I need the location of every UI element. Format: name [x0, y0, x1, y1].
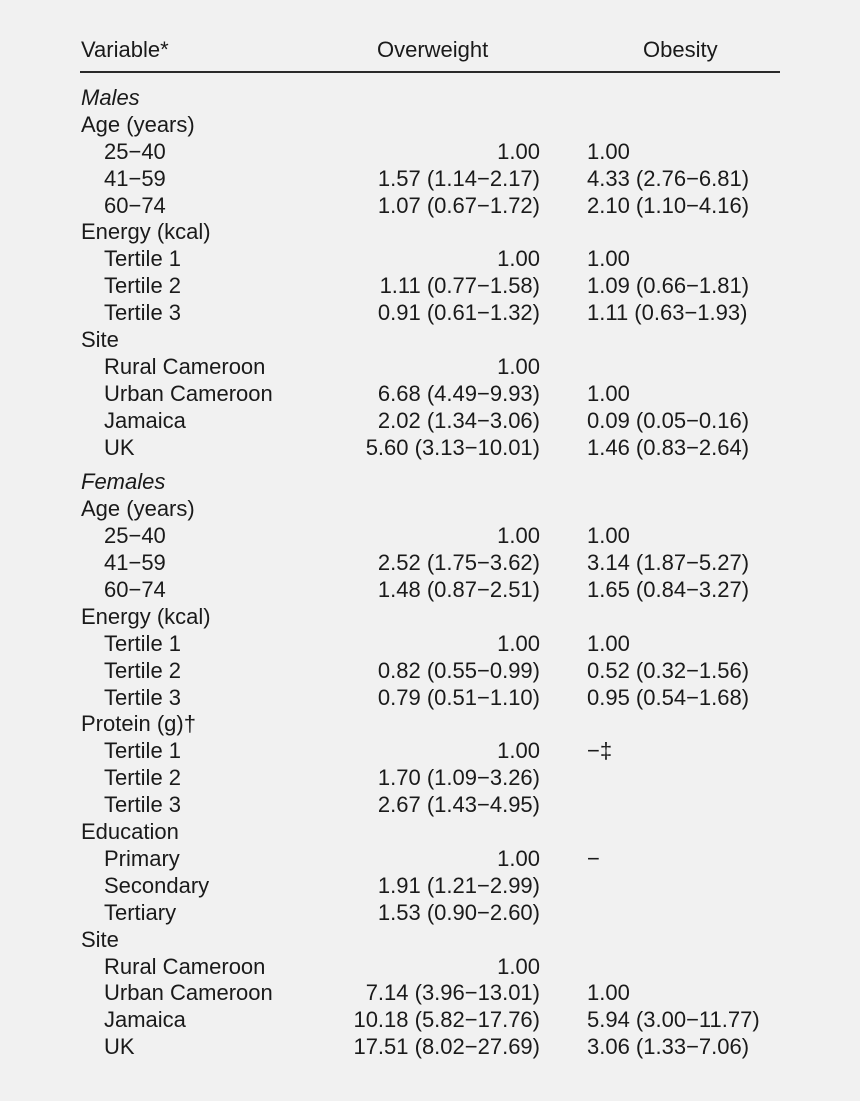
row-label: Males: [81, 85, 140, 110]
row-label: Tertile 1: [104, 738, 182, 764]
obesity-value: 1.00: [587, 138, 630, 164]
table-row: [0, 138, 860, 165]
row-label: Protein (g)†: [81, 711, 196, 737]
obesity-value: −: [587, 845, 600, 871]
row-label: Tertile 1: [104, 246, 182, 272]
table-row: [0, 872, 860, 899]
row-label: Urban Cameroon: [104, 980, 273, 1006]
obesity-value: 0.52 (0.32−1.56): [587, 657, 750, 683]
obesity-value: 0.95 (0.54−1.68): [587, 684, 750, 710]
row-label: 41−59: [104, 550, 166, 576]
table-row: [0, 845, 860, 872]
row-label: 41−59: [104, 165, 166, 191]
table-row: [0, 353, 860, 380]
row-label: 25−40: [104, 523, 166, 549]
table-row: [0, 407, 860, 434]
table-row: [0, 1006, 860, 1033]
table-row: [0, 111, 860, 138]
row-label: Site: [81, 327, 119, 353]
table-row: [0, 272, 860, 299]
obesity-value: 1.65 (0.84−3.27): [587, 577, 750, 603]
overweight-value: 10.18 (5.82−17.76): [353, 1007, 540, 1033]
row-label: 60−74: [104, 577, 166, 603]
row-label: Tertile 1: [104, 630, 182, 656]
row-label: 25−40: [104, 138, 166, 164]
row-label: Tertiary: [104, 899, 177, 925]
row-label: UK: [104, 434, 135, 460]
overweight-value: 0.79 (0.51−1.10): [377, 684, 540, 710]
overweight-value: 1.53 (0.90−2.60): [377, 899, 540, 925]
table-row: [0, 84, 860, 111]
table-row: [0, 979, 860, 1006]
row-label: Energy (kcal): [81, 603, 211, 629]
table-row: [0, 818, 860, 845]
table-row: [0, 630, 860, 657]
obesity-value: 1.11 (0.63−1.93): [587, 300, 748, 326]
header-rule: [80, 71, 780, 73]
obesity-value: 4.33 (2.76−6.81): [587, 165, 750, 191]
overweight-value: 1.57 (1.14−2.17): [377, 165, 540, 191]
row-label: Rural Cameroon: [104, 953, 266, 979]
overweight-value: 5.60 (3.13−10.01): [365, 434, 540, 460]
overweight-value: 1.91 (1.21−2.99): [377, 872, 540, 898]
row-label: Urban Cameroon: [104, 380, 273, 406]
row-label: Tertile 3: [104, 684, 182, 710]
table-body: [0, 84, 860, 1060]
table-row: [0, 549, 860, 576]
overweight-value: 1.07 (0.67−1.72): [377, 192, 540, 218]
row-label: Secondary: [104, 872, 210, 898]
table-row: [0, 245, 860, 272]
table-row: [0, 165, 860, 192]
overweight-value: 1.00: [497, 246, 540, 272]
overweight-value: 0.91 (0.61−1.32): [377, 300, 540, 326]
obesity-value: −‡: [587, 738, 613, 764]
table-row: [0, 926, 860, 953]
row-label: Females: [81, 469, 166, 495]
table-row: [0, 380, 860, 407]
table-row: [0, 218, 860, 245]
obesity-value: 5.94 (3.00−11.77): [587, 1007, 760, 1033]
table-row: [0, 791, 860, 818]
overweight-value: 1.00: [497, 353, 540, 379]
header-overweight: Overweight: [377, 37, 489, 62]
header-obesity: Obesity: [643, 37, 718, 62]
overweight-value: 17.51 (8.02−27.69): [353, 1034, 540, 1060]
row-label: Rural Cameroon: [104, 353, 266, 379]
row-label: Age (years): [81, 111, 195, 137]
overweight-value: 6.68 (4.49−9.93): [377, 380, 540, 406]
table-row: [0, 299, 860, 326]
overweight-value: 1.48 (0.87−2.51): [377, 577, 540, 603]
table-row: [0, 495, 860, 522]
table-row: [0, 764, 860, 791]
row-label: Primary: [104, 845, 180, 871]
row-label: Tertile 3: [104, 300, 182, 326]
row-label: Tertile 2: [104, 273, 182, 299]
row-label: Jamaica: [104, 407, 186, 433]
table-row: [0, 192, 860, 219]
row-label: Tertile 2: [104, 657, 182, 683]
table-row: [0, 576, 860, 603]
header-variable: Variable*: [81, 37, 169, 62]
table-row: [0, 953, 860, 980]
row-label: Age (years): [81, 496, 195, 522]
table-row: [0, 899, 860, 926]
row-label: Energy (kcal): [81, 219, 211, 245]
overweight-value: 7.14 (3.96−13.01): [365, 980, 540, 1006]
row-label: UK: [104, 1034, 135, 1060]
row-label: Tertile 3: [104, 792, 182, 818]
obesity-value: 3.06 (1.33−7.06): [587, 1034, 750, 1060]
table-row: [0, 468, 860, 495]
table-row: [0, 326, 860, 353]
overweight-value: 1.00: [497, 630, 540, 656]
overweight-value: 2.52 (1.75−3.62): [377, 550, 540, 576]
obesity-value: 1.09 (0.66−1.81): [587, 273, 750, 299]
obesity-value: 1.00: [587, 523, 630, 549]
obesity-value: 1.00: [587, 380, 630, 406]
overweight-value: 1.00: [497, 845, 540, 871]
table-row: [0, 434, 860, 461]
obesity-value: 3.14 (1.87−5.27): [587, 550, 750, 576]
obesity-value: 1.00: [587, 246, 630, 272]
overweight-value: 1.00: [497, 138, 540, 164]
table-row: [0, 684, 860, 711]
overweight-value: 0.82 (0.55−0.99): [377, 657, 540, 683]
row-label: Jamaica: [104, 1007, 186, 1033]
obesity-value: 2.10 (1.10−4.16): [587, 192, 750, 218]
obesity-value: 0.09 (0.05−0.16): [587, 407, 750, 433]
row-label: Education: [81, 819, 179, 845]
table-row: [0, 657, 860, 684]
table-row: [0, 737, 860, 764]
overweight-value: 1.00: [497, 523, 540, 549]
row-label: Tertile 2: [104, 765, 182, 791]
overweight-value: 2.02 (1.34−3.06): [377, 407, 540, 433]
overweight-value: 1.11 (0.77−1.58): [379, 273, 540, 299]
overweight-value: 1.00: [497, 953, 540, 979]
table-row: [0, 710, 860, 737]
obesity-value: 1.00: [587, 630, 630, 656]
obesity-value: 1.46 (0.83−2.64): [587, 434, 750, 460]
obesity-value: 1.00: [587, 980, 630, 1006]
table-row: [0, 603, 860, 630]
table-row: [0, 1033, 860, 1060]
overweight-value: 2.67 (1.43−4.95): [377, 792, 540, 818]
row-label: 60−74: [104, 192, 166, 218]
table-row: [0, 522, 860, 549]
overweight-value: 1.70 (1.09−3.26): [377, 765, 540, 791]
overweight-value: 1.00: [497, 738, 540, 764]
row-label: Site: [81, 926, 119, 952]
